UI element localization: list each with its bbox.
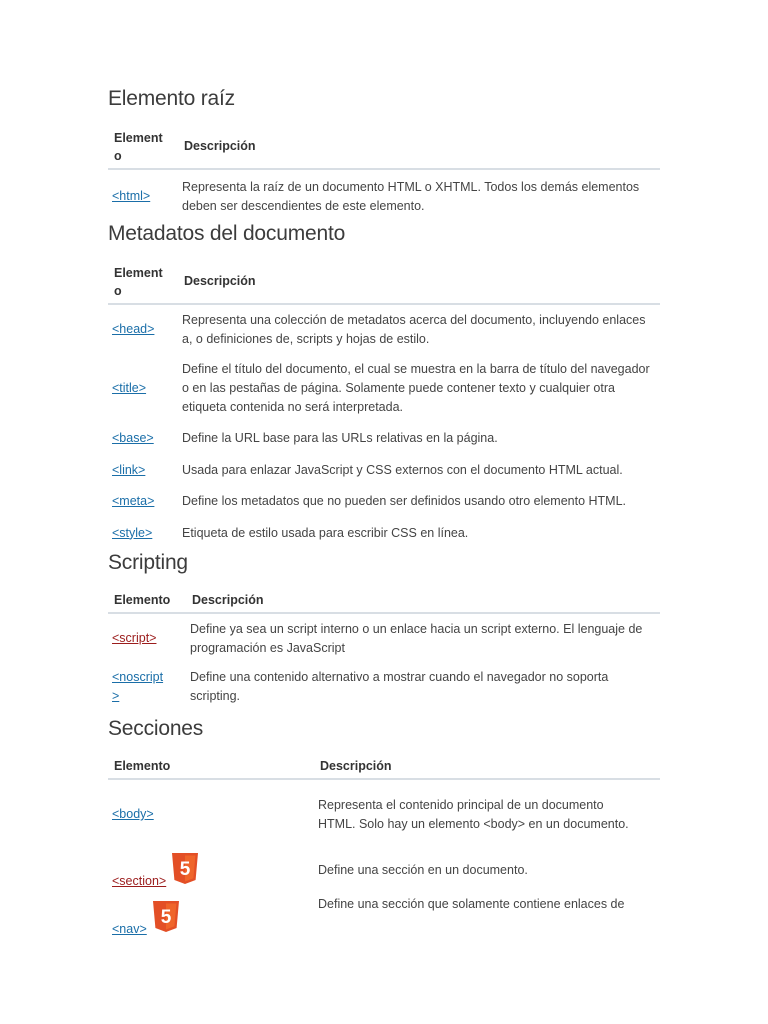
table-row: [108, 849, 660, 891]
table-row: [108, 486, 660, 517]
element-description: Representa una colección de metadatos acerca del documento, incluyendo enlaces a, o definiciones de, scripts y hojas de estilo.: [182, 312, 646, 346]
column-header-element: Element o: [108, 125, 178, 169]
table-row: [108, 354, 660, 422]
svg-text:5: 5: [160, 907, 172, 928]
element-description: Representa el contenido principal de un documento HTML. Solo hay un elemento <body> en un documento.: [318, 797, 629, 831]
table-sections: [108, 755, 660, 939]
element-link-head[interactable]: <head>: [112, 322, 155, 336]
section-title-sections: Secciones: [108, 717, 204, 740]
element-description: Define la URL base para las URLs relativas en la página.: [182, 430, 498, 445]
element-description: Define los metadatos que no pueden ser definidos usando otro elemento HTML.: [182, 494, 627, 508]
element-link-noscript[interactable]: <noscript >: [112, 670, 164, 703]
column-header-element: Element o: [108, 260, 178, 304]
element-link-script[interactable]: <script>: [112, 631, 157, 645]
svg-text:5: 5: [179, 859, 191, 880]
element-description: Representa la raíz de un documento HTML o XHTML. Todos los demás elementos deben ser descendientes de este elemento.: [182, 179, 640, 213]
element-description: Etiqueta de estilo usada para escribir CSS en línea.: [182, 525, 469, 540]
table-row: [108, 454, 660, 486]
element-description: Define una sección en un documento.: [318, 862, 528, 877]
column-header-description: Descripción: [178, 260, 660, 304]
table-root-element: [108, 125, 660, 223]
html5-badge-icon: [151, 901, 181, 939]
element-link-nav[interactable]: <nav>: [112, 922, 147, 936]
element-link-style[interactable]: <style>: [112, 525, 153, 540]
table-row: [108, 663, 660, 711]
html5-badge-icon: [170, 853, 200, 891]
column-header-description: Descripción: [178, 125, 660, 169]
element-link-link[interactable]: <link>: [112, 462, 146, 477]
table-row: [108, 517, 660, 549]
element-link-html[interactable]: <html>: [112, 189, 151, 203]
table-row: [108, 169, 660, 223]
element-description: Define una sección que solamente contiene enlaces de: [318, 897, 625, 911]
section-title-root: Elemento raíz: [108, 87, 235, 110]
table-row: [108, 304, 660, 354]
table-row: [108, 613, 660, 663]
column-header-description: Descripción: [186, 589, 660, 613]
column-header-element: Elemento: [108, 589, 186, 613]
element-link-title[interactable]: <title>: [112, 380, 147, 395]
element-link-meta[interactable]: <meta>: [112, 494, 155, 508]
element-description: Define una contenido alternativo a mostrar cuando el navegador no soporta scripting.: [190, 670, 609, 703]
table-metadata: [108, 260, 660, 549]
element-description: Define ya sea un script interno o un enlace hacia un script externo. El lenguaje de programación es JavaScript: [190, 621, 643, 655]
element-link-base[interactable]: <base>: [112, 430, 154, 445]
section-title-scripting: Scripting: [108, 551, 188, 574]
table-scripting: [108, 589, 660, 711]
column-header-description: Descripción: [314, 755, 660, 779]
element-link-section[interactable]: <section>: [112, 874, 167, 888]
element-link-body[interactable]: <body>: [112, 807, 154, 821]
section-title-metadata: Metadatos del documento: [108, 222, 346, 245]
table-row: [108, 422, 660, 454]
element-description: Define el título del documento, el cual se muestra en la barra de título del navegador o en las pestañas de página. Solamente puede contener texto y cualquier otra etiqueta contenida no será interpretada.: [182, 361, 650, 414]
element-description: Usada para enlazar JavaScript y CSS externos con el documento HTML actual.: [182, 462, 623, 477]
column-header-element: Elemento: [108, 755, 314, 779]
table-row: [108, 779, 660, 849]
table-row: [108, 891, 660, 939]
